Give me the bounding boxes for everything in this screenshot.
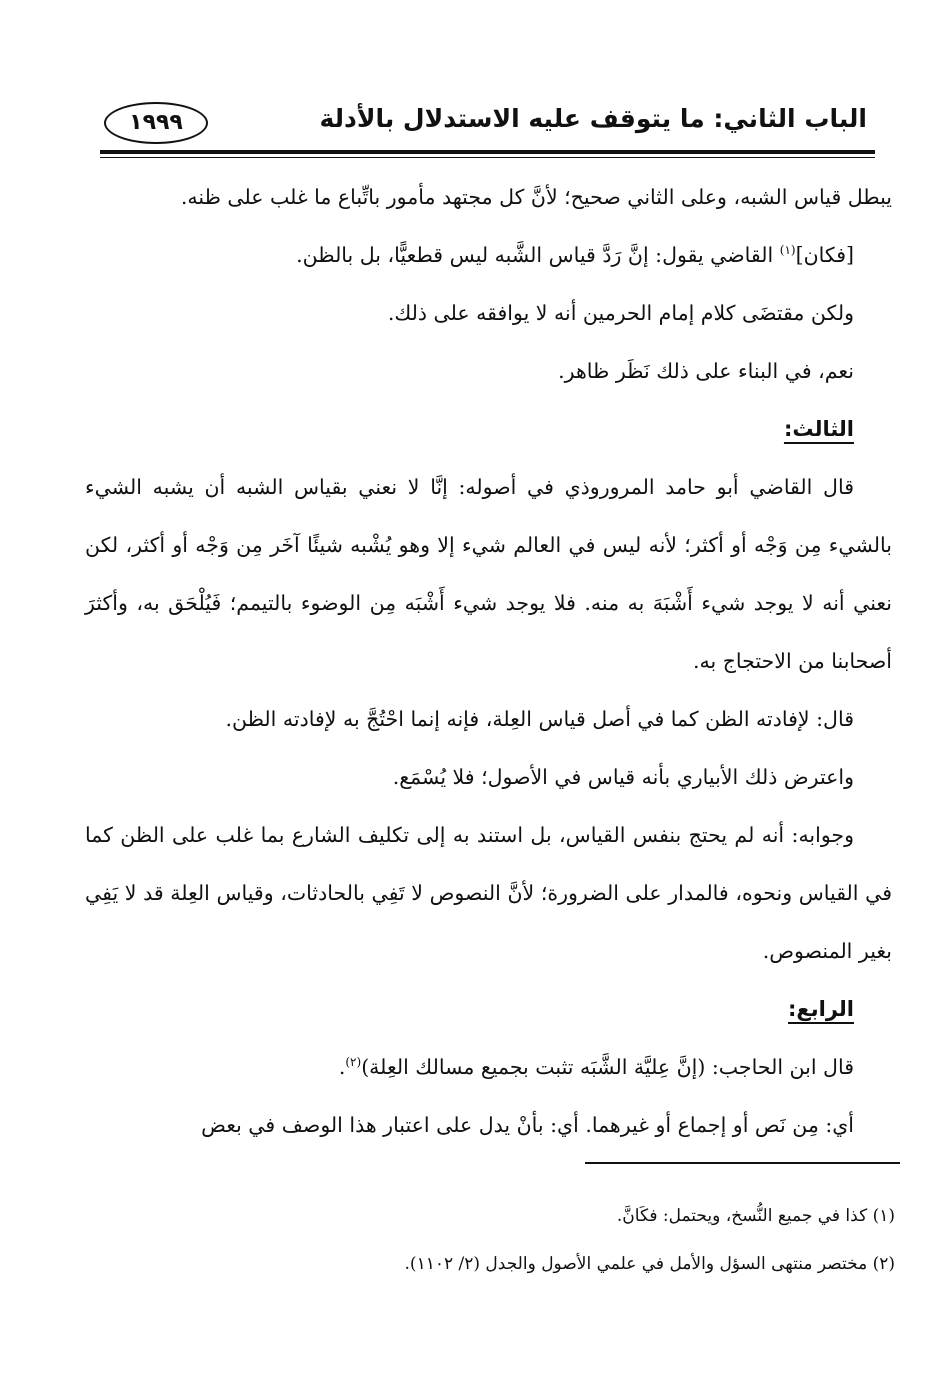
- heading-text: الرابع:: [788, 997, 854, 1021]
- paragraph: واعترض ذلك الأبياري بأنه قياس في الأصول؛ فلا يُسْمَع.: [392, 765, 854, 789]
- footnote-separator: [585, 1162, 900, 1164]
- footnote: (٢) مختصر منتهى السؤل والأمل في علمي الأصول والجدل (٢/ ١١٠٢).: [404, 1254, 895, 1274]
- page-number: ١٩٩٩: [104, 102, 208, 144]
- paragraph: قال: لإفادته الظن كما في أصل قياس العِلة، فإنه إنما احْتُجَّ به لإفادته الظن.: [225, 707, 854, 731]
- paragraph: قال القاضي أبو حامد المروروذي في أصوله: إنَّا لا نعني بقياس الشبه أن يشبه الشيء بالشيء مِن وَجْه أو أكثر؛ لأنه ليس في العالم شيء إلا وهو يُشْبه شيئًا آخَر مِن وَجْه أو أكثر، لكن نعني أنه لا يوجد شيء أَشْبَهَ به منه. فلا يوجد شيء أَشْبَه مِن الوضوء بالتيمم؛ فَيُلْحَق به، وأكثرَ أصحابنا من الاحتجاج به.: [85, 475, 892, 673]
- footnote-ref: (١): [779, 243, 796, 258]
- page-header: [100, 100, 867, 148]
- paragraph-text: القاضي يقول: إنَّ رَدَّ قياس الشَّبه ليس قطعيًّا، بل بالظن.: [296, 243, 780, 267]
- footnote-ref: (٢): [345, 1055, 362, 1070]
- heading-text: الثالث:: [783, 417, 854, 441]
- paragraph: [85, 1038, 892, 1096]
- paragraph: يبطل قياس الشبه، وعلى الثاني صحيح؛ لأنَّ كل مجتهد مأمور باتِّباع ما غلب على ظنه.: [180, 185, 892, 209]
- paragraph-text: [فكان]: [795, 243, 854, 267]
- paragraph: نعم، في البناء على ذلك نَظَر ظاهر.: [558, 359, 854, 383]
- header-rule-thin: [100, 157, 875, 158]
- section-heading-fourth: [85, 980, 892, 1038]
- paragraph-text: .: [338, 1055, 346, 1079]
- chapter-title: الباب الثاني: ما يتوقف عليه الاستدلال بالأدلة: [319, 104, 867, 133]
- paragraph: وجوابه: أنه لم يحتج بنفس القياس، بل استند به إلى تكليف الشارع بما غلب على الظن كما في القياس ونحوه، فالمدار على الضرورة؛ لأنَّ النصوص لا تَفِي بالحادثات، وقياس العِلة قد لا يَفِي بغير المنصوص.: [85, 823, 892, 963]
- paragraph: ولكن مقتضَى كلام إمام الحرمين أنه لا يوافقه على ذلك.: [387, 301, 854, 325]
- paragraph: [85, 226, 892, 284]
- paragraph-text: قال ابن الحاجب: (إنَّ عِليَّة الشَّبَه تثبت بجميع مسالك العِلة): [361, 1055, 854, 1079]
- section-heading-third: [85, 400, 892, 458]
- main-text: [85, 168, 892, 1154]
- header-rule-thick: [100, 150, 875, 154]
- paragraph: أي: مِن نَص أو إجماع أو غيرهما. أي: بأنْ يدل على اعتبار هذا الوصف في بعض: [201, 1113, 854, 1137]
- footnote: (١) كذا في جميع النُّسخ، ويحتمل: فكَانَّ.: [616, 1206, 895, 1226]
- footnotes: [85, 1192, 895, 1288]
